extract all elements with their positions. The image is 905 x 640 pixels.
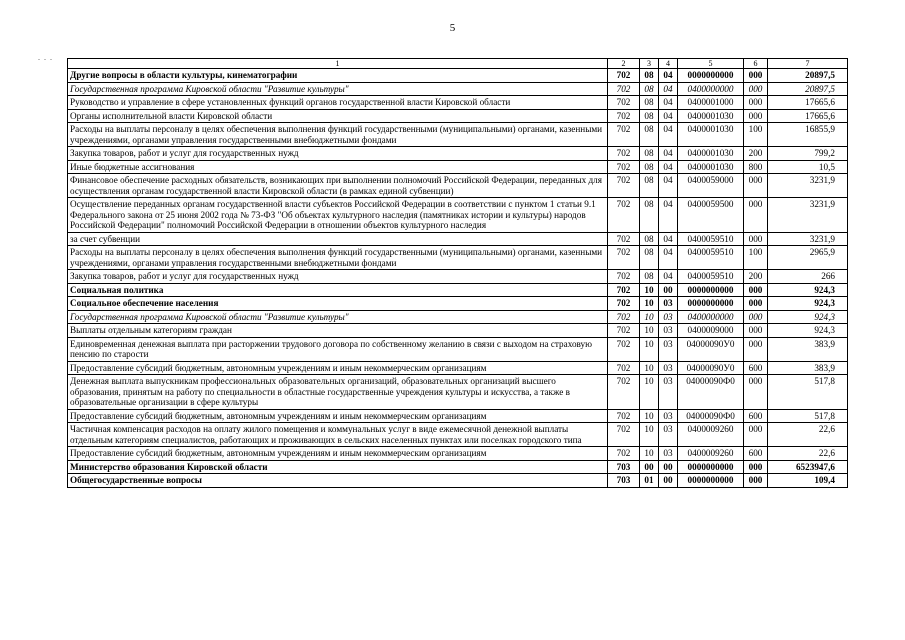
table-row bbox=[68, 283, 848, 297]
ministry-code: 702 bbox=[608, 160, 640, 174]
subsection-code: 04 bbox=[659, 174, 678, 198]
table-row bbox=[68, 147, 848, 161]
row-name: Закупка товаров, работ и услуг для государственных нужд bbox=[68, 270, 608, 284]
ministry-code: 703 bbox=[608, 474, 640, 488]
subsection-code: 03 bbox=[659, 337, 678, 361]
row-name: Предоставление субсидий бюджетным, автономным учреждениям и иным некоммерческим организациям bbox=[68, 361, 608, 375]
column-number-row bbox=[68, 59, 848, 69]
expense-type: 000 bbox=[744, 96, 768, 110]
column-number: 1 bbox=[68, 59, 608, 69]
expense-type: 000 bbox=[744, 297, 768, 311]
ministry-code: 702 bbox=[608, 324, 640, 338]
expense-type: 000 bbox=[744, 310, 768, 324]
section-code: 08 bbox=[640, 69, 659, 83]
expense-type: 000 bbox=[744, 198, 768, 233]
column-number: 6 bbox=[744, 59, 768, 69]
subsection-code: 03 bbox=[659, 447, 678, 461]
expense-type: 000 bbox=[744, 82, 768, 96]
section-code: 10 bbox=[640, 283, 659, 297]
amount: 924,3 bbox=[768, 310, 848, 324]
row-name: Предоставление субсидий бюджетным, автономным учреждениям и иным некоммерческим организациям bbox=[68, 447, 608, 461]
ministry-code: 702 bbox=[608, 375, 640, 410]
row-name: Социальная политика bbox=[68, 283, 608, 297]
expense-type: 000 bbox=[744, 324, 768, 338]
subsection-code: 04 bbox=[659, 82, 678, 96]
row-name: Частичная компенсация расходов на оплату жилого помещения и коммунальных услуг в виде ежемесячной денежной выплаты отдельным категориям специалистов, работающих и проживающих в сельских населенных пунктах или поселках городского типа bbox=[68, 423, 608, 447]
column-number: 3 bbox=[640, 59, 659, 69]
subsection-code: 04 bbox=[659, 109, 678, 123]
table-row bbox=[68, 82, 848, 96]
row-name: Расходы на выплаты персоналу в целях обеспечения выполнения функций государственными (муниципальными) органами, казенными учреждениями, органами управления государственными внебюджетными фондами bbox=[68, 246, 608, 270]
budget-table bbox=[67, 58, 848, 488]
subsection-code: 03 bbox=[659, 297, 678, 311]
ministry-code: 702 bbox=[608, 423, 640, 447]
section-code: 08 bbox=[640, 109, 659, 123]
expense-type: 000 bbox=[744, 460, 768, 474]
table-row bbox=[68, 270, 848, 284]
target-article: 0400001030 bbox=[678, 147, 744, 161]
ministry-code: 702 bbox=[608, 310, 640, 324]
ministry-code: 702 bbox=[608, 447, 640, 461]
expense-type: 000 bbox=[744, 109, 768, 123]
section-code: 08 bbox=[640, 246, 659, 270]
section-code: 10 bbox=[640, 310, 659, 324]
amount: 2965,9 bbox=[768, 246, 848, 270]
section-code: 10 bbox=[640, 297, 659, 311]
amount: 517,8 bbox=[768, 375, 848, 410]
table-row bbox=[68, 310, 848, 324]
amount: 383,9 bbox=[768, 337, 848, 361]
amount: 17665,6 bbox=[768, 96, 848, 110]
table-row bbox=[68, 409, 848, 423]
section-code: 08 bbox=[640, 174, 659, 198]
ministry-code: 702 bbox=[608, 174, 640, 198]
amount: 22,6 bbox=[768, 447, 848, 461]
target-article: 0000000000 bbox=[678, 69, 744, 83]
section-code: 08 bbox=[640, 160, 659, 174]
amount: 109,4 bbox=[768, 474, 848, 488]
subsection-code: 04 bbox=[659, 147, 678, 161]
target-article: 0400059510 bbox=[678, 270, 744, 284]
target-article: 0000000000 bbox=[678, 297, 744, 311]
table-row bbox=[68, 109, 848, 123]
expense-type: 000 bbox=[744, 283, 768, 297]
target-article: 0400000000 bbox=[678, 310, 744, 324]
target-article: 0400059510 bbox=[678, 232, 744, 246]
ministry-code: 702 bbox=[608, 270, 640, 284]
subsection-code: 03 bbox=[659, 361, 678, 375]
subsection-code: 00 bbox=[659, 460, 678, 474]
subsection-code: 04 bbox=[659, 270, 678, 284]
section-code: 10 bbox=[640, 361, 659, 375]
expense-type: 100 bbox=[744, 123, 768, 147]
expense-type: 800 bbox=[744, 160, 768, 174]
target-article: 0400001030 bbox=[678, 109, 744, 123]
amount: 3231,9 bbox=[768, 232, 848, 246]
expense-type: 200 bbox=[744, 147, 768, 161]
subsection-code: 03 bbox=[659, 375, 678, 410]
section-code: 10 bbox=[640, 409, 659, 423]
amount: 16855,9 bbox=[768, 123, 848, 147]
subsection-code: 03 bbox=[659, 423, 678, 447]
row-name: Другие вопросы в области культуры, кинематографии bbox=[68, 69, 608, 83]
table-row bbox=[68, 447, 848, 461]
ministry-code: 702 bbox=[608, 361, 640, 375]
expense-type: 000 bbox=[744, 232, 768, 246]
row-name: Единовременная денежная выплата при расторжении трудового договора по собственному желанию в связи с выходом на страховую пенсию по старости bbox=[68, 337, 608, 361]
table-row bbox=[68, 361, 848, 375]
target-article: 0400001000 bbox=[678, 96, 744, 110]
ministry-code: 702 bbox=[608, 147, 640, 161]
target-article: 0400001030 bbox=[678, 123, 744, 147]
column-number: 7 bbox=[768, 59, 848, 69]
ministry-code: 702 bbox=[608, 198, 640, 233]
amount: 383,9 bbox=[768, 361, 848, 375]
amount: 10,5 bbox=[768, 160, 848, 174]
ministry-code: 702 bbox=[608, 409, 640, 423]
section-code: 08 bbox=[640, 270, 659, 284]
column-number: 5 bbox=[678, 59, 744, 69]
subsection-code: 03 bbox=[659, 324, 678, 338]
section-code: 08 bbox=[640, 82, 659, 96]
row-name: Государственная программа Кировской области "Развитие культуры" bbox=[68, 82, 608, 96]
subsection-code: 04 bbox=[659, 96, 678, 110]
expense-type: 000 bbox=[744, 174, 768, 198]
section-code: 08 bbox=[640, 123, 659, 147]
subsection-code: 04 bbox=[659, 232, 678, 246]
section-code: 01 bbox=[640, 474, 659, 488]
row-name: Иные бюджетные ассигнования bbox=[68, 160, 608, 174]
target-article: 0400000000 bbox=[678, 82, 744, 96]
table-row bbox=[68, 474, 848, 488]
target-article: 0400009260 bbox=[678, 423, 744, 447]
table-row bbox=[68, 174, 848, 198]
row-name: Органы исполнительной власти Кировской области bbox=[68, 109, 608, 123]
table-row bbox=[68, 324, 848, 338]
row-name: Общегосударственные вопросы bbox=[68, 474, 608, 488]
section-code: 10 bbox=[640, 324, 659, 338]
expense-type: 200 bbox=[744, 270, 768, 284]
page-number: 5 bbox=[449, 22, 456, 34]
ministry-code: 702 bbox=[608, 232, 640, 246]
row-name: Предоставление субсидий бюджетным, автономным учреждениям и иным некоммерческим организациям bbox=[68, 409, 608, 423]
target-article: 0400059510 bbox=[678, 246, 744, 270]
ministry-code: 702 bbox=[608, 109, 640, 123]
table-row bbox=[68, 460, 848, 474]
amount: 3231,9 bbox=[768, 198, 848, 233]
table-row bbox=[68, 423, 848, 447]
expense-type: 000 bbox=[744, 337, 768, 361]
table-row bbox=[68, 375, 848, 410]
row-name: Закупка товаров, работ и услуг для государственных нужд bbox=[68, 147, 608, 161]
margin-mark: . . . bbox=[38, 53, 53, 62]
subsection-code: 04 bbox=[659, 123, 678, 147]
section-code: 08 bbox=[640, 147, 659, 161]
target-article: 0000000000 bbox=[678, 283, 744, 297]
section-code: 08 bbox=[640, 198, 659, 233]
section-code: 10 bbox=[640, 337, 659, 361]
ministry-code: 702 bbox=[608, 69, 640, 83]
table-row bbox=[68, 246, 848, 270]
target-article: 0000000000 bbox=[678, 474, 744, 488]
section-code: 10 bbox=[640, 447, 659, 461]
table-row bbox=[68, 198, 848, 233]
amount: 22,6 bbox=[768, 423, 848, 447]
section-code: 10 bbox=[640, 423, 659, 447]
section-code: 10 bbox=[640, 375, 659, 410]
target-article: 0400009000 bbox=[678, 324, 744, 338]
row-name: Осуществление переданных органам государственной власти субъектов Российской Федерации в соответствии с пунктом 1 статьи 9.1 Федерального закона от 25 июня 2002 года № 73-ФЗ "Об объектах культурного наследия (памятниках истории и культуры) народов Российской Федерации" полномочий Российской Федерации в отношении объектов культурного наследия bbox=[68, 198, 608, 233]
subsection-code: 04 bbox=[659, 160, 678, 174]
subsection-code: 03 bbox=[659, 310, 678, 324]
ministry-code: 702 bbox=[608, 96, 640, 110]
target-article: 0400059000 bbox=[678, 174, 744, 198]
table-row bbox=[68, 69, 848, 83]
amount: 20897,5 bbox=[768, 82, 848, 96]
amount: 517,8 bbox=[768, 409, 848, 423]
row-name: Денежная выплата выпускникам профессиональных образовательных организаций, образовательных организаций высшего образования, принятым на работу по специальности в областные государственные учреждения культуры и искусства, а также в образовательные организации в сфере культуры bbox=[68, 375, 608, 410]
subsection-code: 04 bbox=[659, 198, 678, 233]
ministry-code: 702 bbox=[608, 283, 640, 297]
section-code: 08 bbox=[640, 232, 659, 246]
table-row bbox=[68, 160, 848, 174]
subsection-code: 00 bbox=[659, 283, 678, 297]
row-name: Руководство и управление в сфере установленных функций органов государственной власти Кировской области bbox=[68, 96, 608, 110]
table-row bbox=[68, 297, 848, 311]
target-article: 04000090Ф0 bbox=[678, 409, 744, 423]
amount: 924,3 bbox=[768, 324, 848, 338]
amount: 799,2 bbox=[768, 147, 848, 161]
table-row bbox=[68, 232, 848, 246]
table-row bbox=[68, 337, 848, 361]
ministry-code: 702 bbox=[608, 246, 640, 270]
table-row bbox=[68, 123, 848, 147]
expense-type: 000 bbox=[744, 375, 768, 410]
row-name: Финансовое обеспечение расходных обязательств, возникающих при выполнении полномочий Российской Федерации, переданных для осуществления органам государственной власти Кировской области (в рамках единой субвенции) bbox=[68, 174, 608, 198]
amount: 6523947,6 bbox=[768, 460, 848, 474]
amount: 3231,9 bbox=[768, 174, 848, 198]
ministry-code: 702 bbox=[608, 123, 640, 147]
target-article: 04000090Ф0 bbox=[678, 375, 744, 410]
target-article: 0000000000 bbox=[678, 460, 744, 474]
amount: 924,3 bbox=[768, 297, 848, 311]
target-article: 04000090У0 bbox=[678, 337, 744, 361]
expense-type: 600 bbox=[744, 447, 768, 461]
target-article: 0400001030 bbox=[678, 160, 744, 174]
amount: 20897,5 bbox=[768, 69, 848, 83]
table-row bbox=[68, 96, 848, 110]
expense-type: 000 bbox=[744, 69, 768, 83]
subsection-code: 04 bbox=[659, 246, 678, 270]
column-number: 2 bbox=[608, 59, 640, 69]
subsection-code: 00 bbox=[659, 474, 678, 488]
target-article: 04000090У0 bbox=[678, 361, 744, 375]
expense-type: 600 bbox=[744, 409, 768, 423]
amount: 266 bbox=[768, 270, 848, 284]
ministry-code: 702 bbox=[608, 337, 640, 361]
row-name: Социальное обеспечение населения bbox=[68, 297, 608, 311]
ministry-code: 702 bbox=[608, 82, 640, 96]
target-article: 0400009260 bbox=[678, 447, 744, 461]
amount: 924,3 bbox=[768, 283, 848, 297]
expense-type: 000 bbox=[744, 423, 768, 447]
expense-type: 000 bbox=[744, 474, 768, 488]
target-article: 0400059500 bbox=[678, 198, 744, 233]
expense-type: 600 bbox=[744, 361, 768, 375]
section-code: 00 bbox=[640, 460, 659, 474]
row-name: Министерство образования Кировской области bbox=[68, 460, 608, 474]
row-name: Расходы на выплаты персоналу в целях обеспечения выполнения функций государственными (муниципальными) органами, казенными учреждениями, органами управления государственными внебюджетными фондами bbox=[68, 123, 608, 147]
ministry-code: 702 bbox=[608, 297, 640, 311]
row-name: Государственная программа Кировской области "Развитие культуры" bbox=[68, 310, 608, 324]
subsection-code: 03 bbox=[659, 409, 678, 423]
column-number: 4 bbox=[659, 59, 678, 69]
section-code: 08 bbox=[640, 96, 659, 110]
expense-type: 100 bbox=[744, 246, 768, 270]
amount: 17665,6 bbox=[768, 109, 848, 123]
ministry-code: 703 bbox=[608, 460, 640, 474]
row-name: за счет субвенции bbox=[68, 232, 608, 246]
row-name: Выплаты отдельным категориям граждан bbox=[68, 324, 608, 338]
table-body bbox=[68, 59, 848, 488]
subsection-code: 04 bbox=[659, 69, 678, 83]
